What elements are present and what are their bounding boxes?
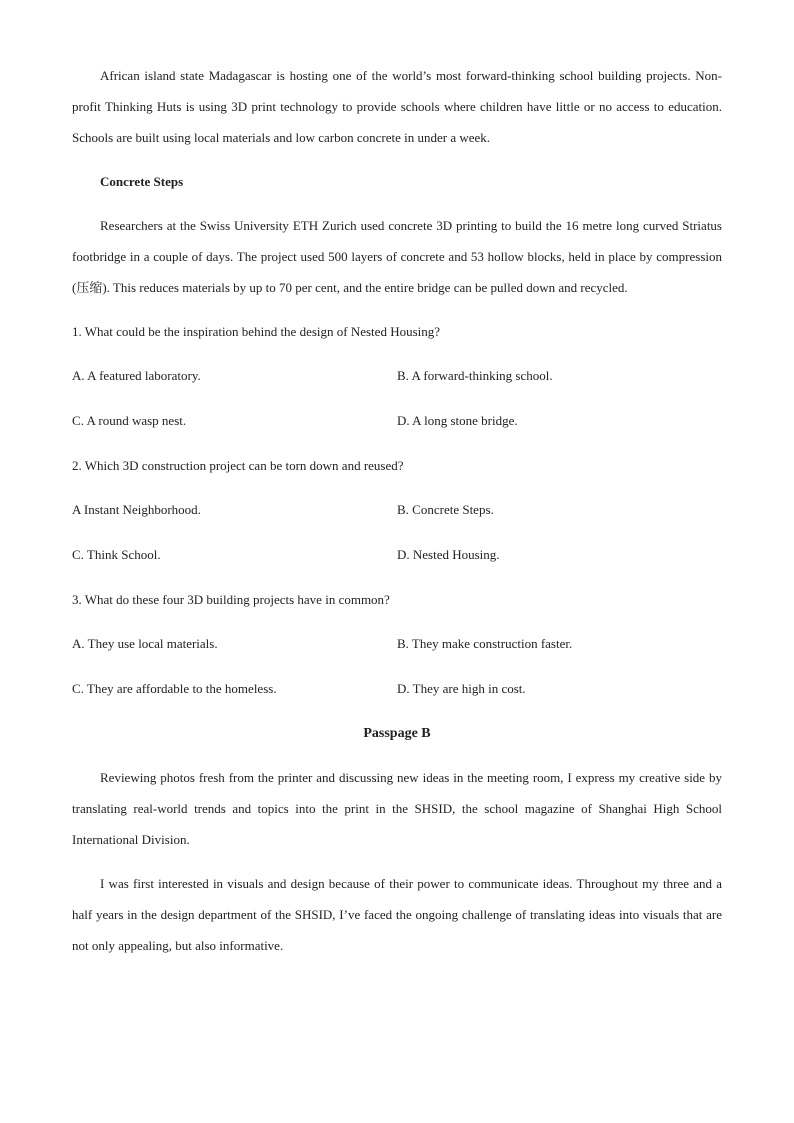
- q3-option-a: A. They use local materials.: [72, 636, 218, 651]
- q3-option-d: D. They are high in cost.: [397, 681, 526, 696]
- question-1: 1. What could be the inspiration behind the design of Nested Housing?: [72, 324, 441, 339]
- q2-option-a: A Instant Neighborhood.: [72, 502, 201, 517]
- q1-option-d: D. A long stone bridge.: [397, 413, 518, 428]
- question-block-1: [72, 316, 722, 436]
- passage-b-paragraph-1: Reviewing photos fresh from the printer and discussing new ideas in the meeting room, I express my creative side by translating real-world trends and topics into the print in the SHSID, the school magazine of Shanghai High School International Division.: [72, 770, 722, 847]
- q3-option-b: B. They make construction faster.: [397, 636, 573, 651]
- q1-option-c: C. A round wasp nest.: [72, 413, 187, 428]
- question-2: 2. Which 3D construction project can be torn down and reused?: [72, 458, 404, 473]
- question-3: 3. What do these four 3D building projects have in common?: [72, 592, 390, 607]
- question-2-options: [72, 494, 722, 570]
- q2-option-b: B. Concrete Steps.: [397, 502, 494, 517]
- q3-option-c: C. They are affordable to the homeless.: [72, 681, 277, 696]
- q1-option-b: B. A forward-thinking school.: [397, 368, 553, 383]
- question-block-3: [72, 584, 722, 704]
- q1-option-a: A. A featured laboratory.: [72, 368, 201, 383]
- concrete-steps-paragraph: Researchers at the Swiss University ETH Zurich used concrete 3D printing to build the 16 metre long curved Striatus footbridge in a couple of days. The project used 500 layers of concrete and 53 hollow blocks, held in place by compression (压缩). This reduces materials by up to 70 per cent, and the entire bridge can be pulled down and recycled.: [72, 218, 722, 295]
- concrete-steps-heading: Concrete Steps: [100, 174, 184, 189]
- q2-option-c: C. Think School.: [72, 547, 161, 562]
- passage-b-title: Passpage B: [363, 726, 431, 741]
- passage-b-paragraph-2: I was first interested in visuals and design because of their power to communicate ideas. Throughout my three and a half years in the design department of the SHSID, I’ve faced the ongoing challenge of translating ideas into visuals that are not only appealing, but also informative.: [72, 876, 722, 953]
- question-1-options: [72, 360, 722, 436]
- intro-paragraph: African island state Madagascar is hosting one of the world’s most forward-thinking school building projects. Non-profit Thinking Huts is using 3D print technology to provide schools where children have little or no access to education. Schools are built using local materials and low carbon concrete in under a week.: [72, 68, 722, 145]
- q2-option-d: D. Nested Housing.: [397, 547, 500, 562]
- question-block-2: [72, 450, 722, 570]
- question-3-options: [72, 628, 722, 704]
- document-page: [72, 60, 722, 961]
